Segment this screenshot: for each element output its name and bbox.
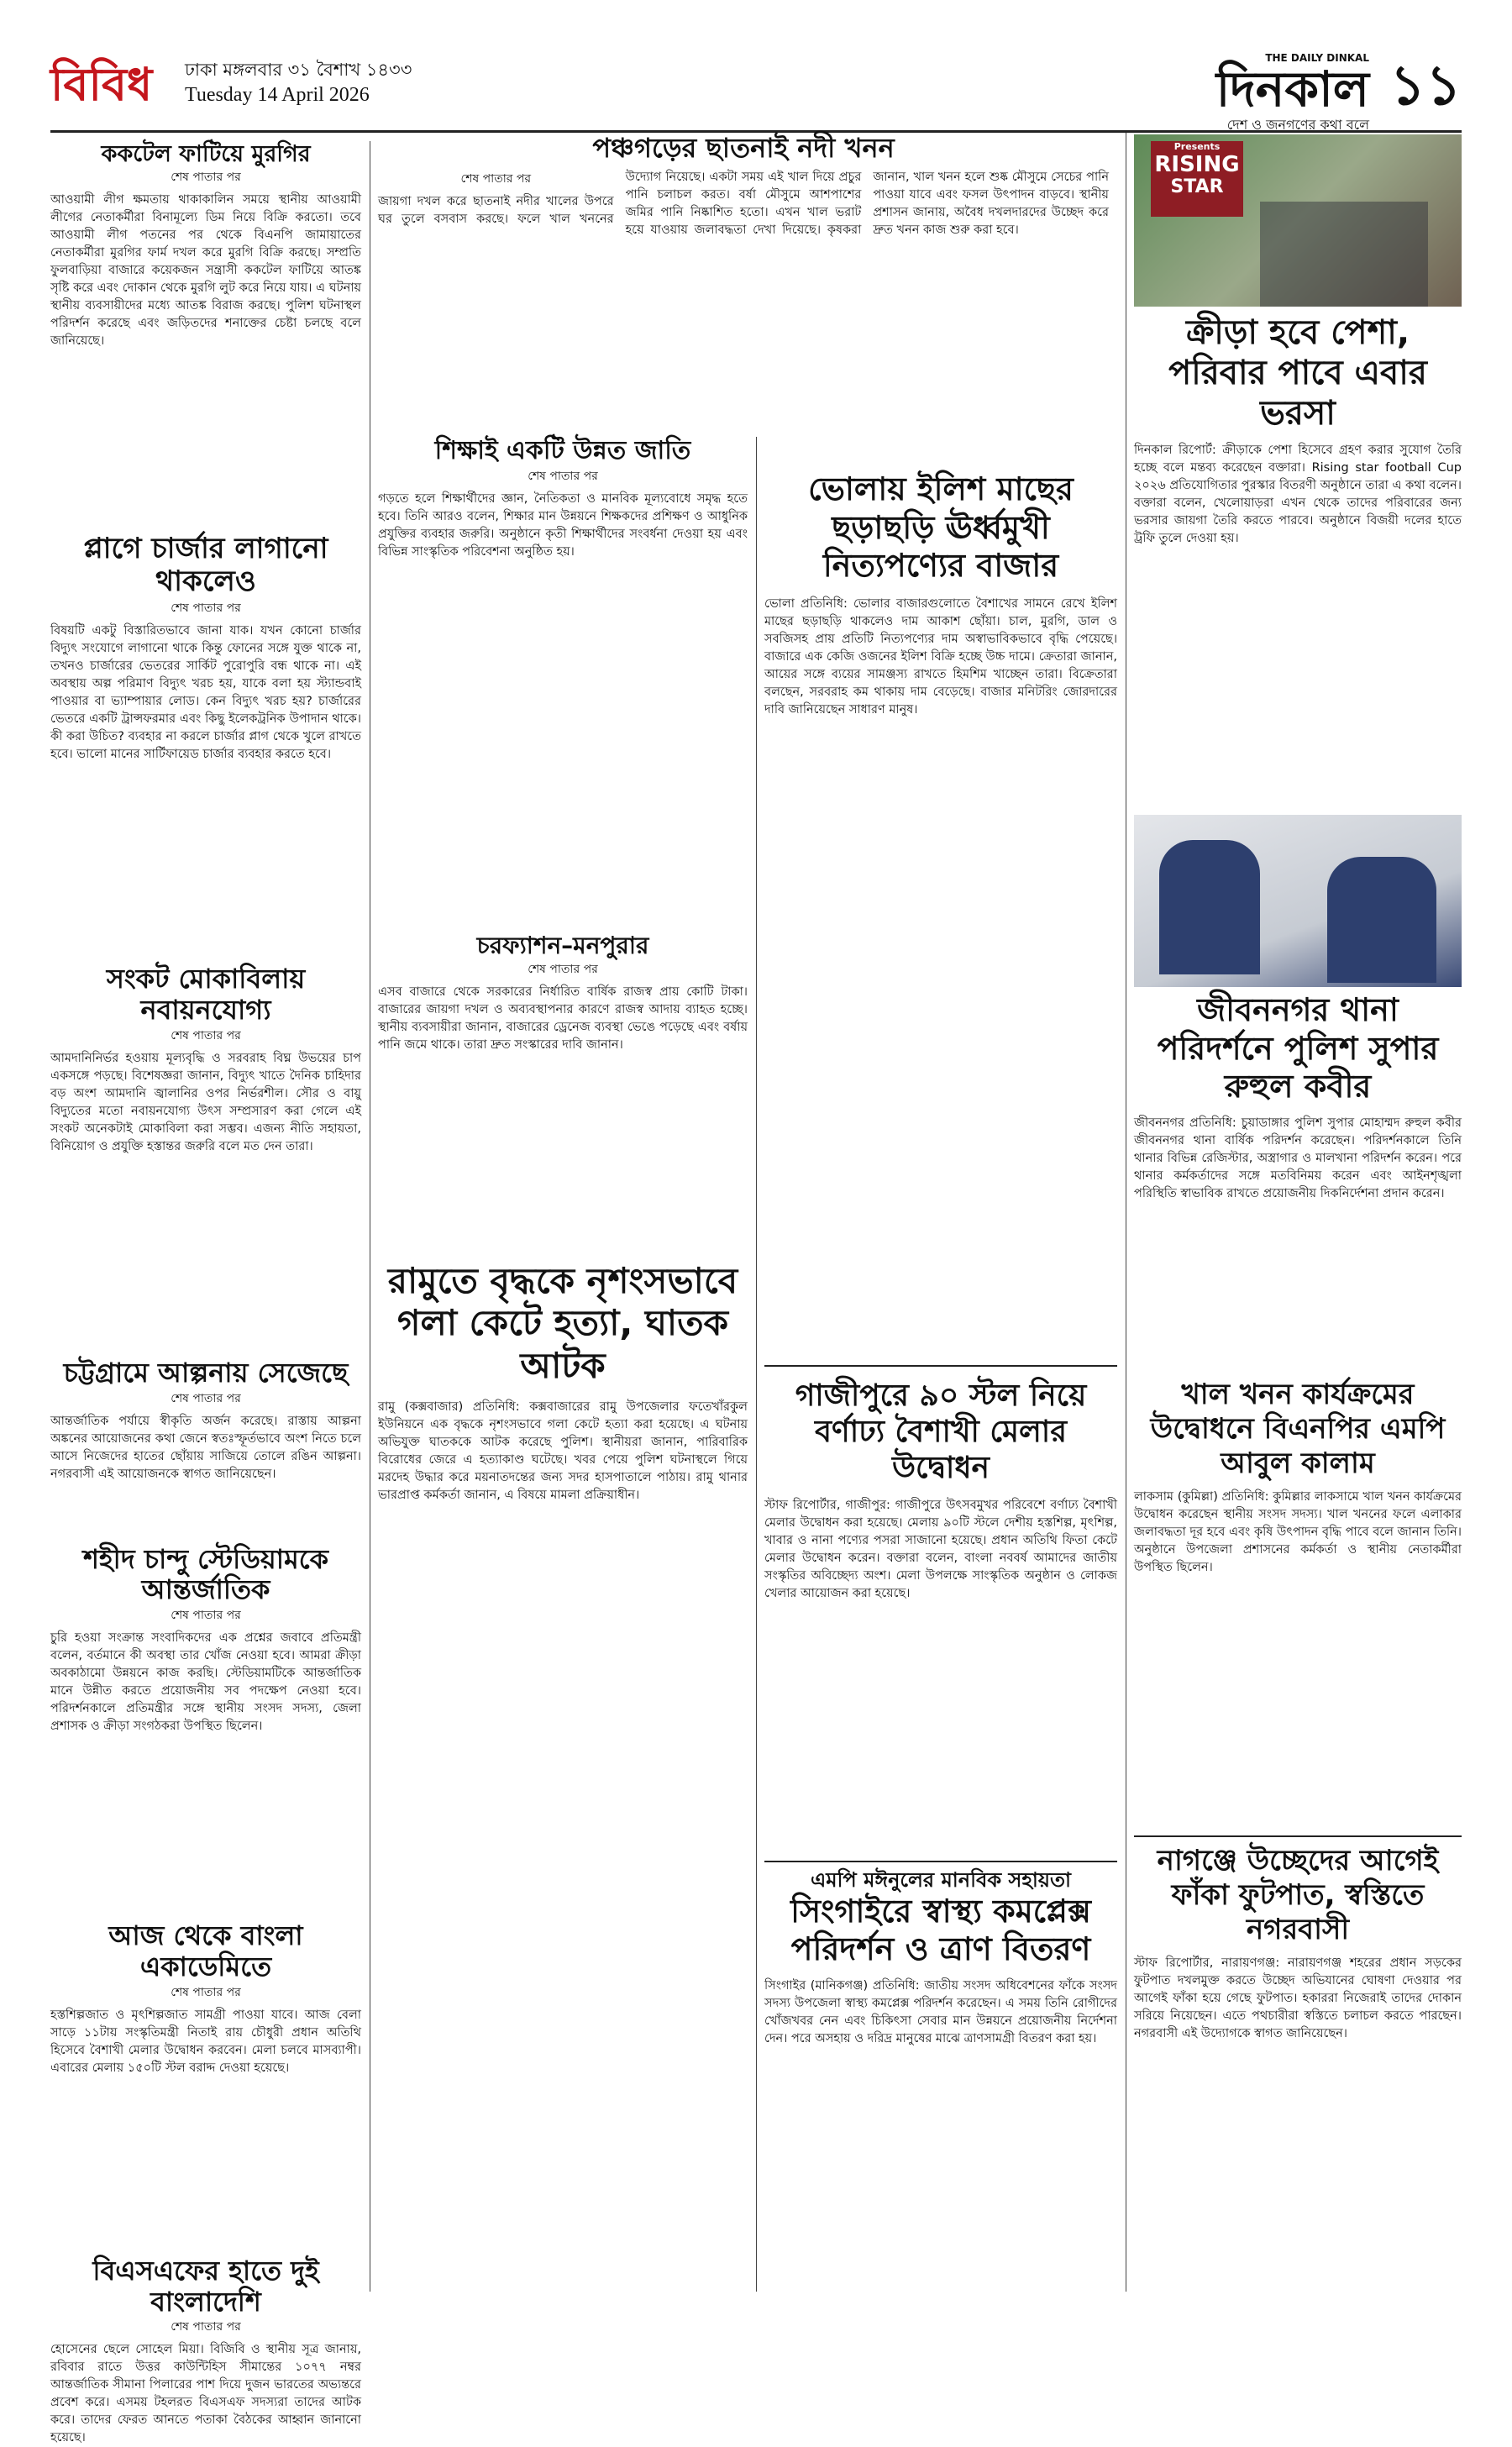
paper-logo xyxy=(1216,52,1369,137)
jump-bgb: শেষ পাতার পর xyxy=(171,2320,241,2334)
headline-education: শিক্ষাই একটি উন্নত জাতি xyxy=(434,436,691,465)
body-bgb: হোসেনের ছেলে সোহেল মিয়া। বিজিবি ও স্থানীয় সূত্র জানায়, রবিবার রাতে উত্তর কাউন্টিহিস সীমান্তের ১০৭৭ নম্বর আন্তর্জাতিক সীমানা পিলারের পাশ দিয়ে দুজন ভারতের অভ্যন্তরে প্রবেশ করে। এসময় টহলরত বিএসএফ সদস্যরা তাদের আটক করে। তাদের ফেরত আনতে পতাকা বৈঠকের আহ্বান জানানো হয়েছে। xyxy=(50,2343,361,2445)
body-bangla: হস্তশিল্পজাত ও মৃৎশিল্পজাত সামগ্রী পাওয়া যাবে। আজ বেলা সাড়ে ১১টায় সংস্কৃতিমন্ত্রী নিতাই রায় চৌধুরী প্রধান অতিথি হিসেবে বৈশাখী মেলার উদ্বোধন করবেন। মেলা চলবে মাসব্যাপী। এবারের মেলায় ১৫০টি স্টল বরাদ্দ দেওয়া হয়েছে। xyxy=(50,2008,361,2075)
column-divider xyxy=(756,437,757,2292)
body-river: জায়গা দখল করে ছাতনাই নদীর খালের উপরে ঘর তুলে বসবাস করছে। ফলে খাল খননের উদ্যোগ নিয়েছে। একটা সময় এই খাল দিয়ে প্রচুর পানি চলাচল করত। বর্ষা মৌসুমে আশপাশের জমির পানি নিষ্কাশিত হতো। এখন খাল ভরাট হয়ে যাওয়ায় জলাবদ্ধতা দেখা দিয়েছে। কৃষকরা জানান, খাল খনন হলে শুষ্ক মৌসুমে সেচের পানি পাওয়া যাবে এবং ফসল উৎপাদন বাড়বে। স্থানীয় প্রশাসন জানায়, অবৈধ দখলদারদের উচ্ছেদ করে দ্রুত খনন কাজ শুরু করা হবে। xyxy=(378,170,1109,237)
ramu-article xyxy=(378,1260,748,2292)
date-bn: ঢাকা মঙ্গলবার ৩১ বৈশাখ ১৪৩৩ xyxy=(185,60,412,80)
banner-text-3: STAR xyxy=(1170,176,1224,197)
headline-canal: খাল খনন কার্যক্রমের উদ্বোধনে বিএনপির এমপি আবুল কালাম xyxy=(1150,1378,1446,1480)
headline-charfasson: চরফ্যাশন–মনপুরার xyxy=(476,931,649,959)
body-shahid: চুরি হওয়া সংক্রান্ত সংবাদিকদের এক প্রশ্নের জবাবে প্রতিমন্ত্রী বলেন, বর্তমানে কী অবস্থা তার খোঁজ নেওয়া হবে। আমরা ক্রীড়া অবকাঠামো উন্নয়নে কাজ করছি। স্টেডিয়ামটিকে আন্তর্জাতিক মানে উন্নীত করতে প্রয়োজনীয় সব পদক্ষেপ নেওয়া হবে। পরিদর্শনকালে প্রতিমন্ত্রীর সঙ্গে স্থানীয় সংসদ সদস্য, জেলা প্রশাসক ও ক্রীড়া সংগঠকরা উপস্থিত ছিলেন। xyxy=(50,1631,361,1734)
sports-photo xyxy=(1134,134,1462,307)
body-canal: লাকসাম (কুমিল্লা) প্রতিনিধি: কুমিল্লার লাকসামে খাল খনন কার্যক্রমের উদ্বোধন করেছেন স্থানীয় সংসদ সদস্য। খাল খননের ফলে এলাকার জলাবদ্ধতা দূর হবে এবং কৃষি উৎপাদন বৃদ্ধি পাবে বলে জানান তিনি। অনুষ্ঠানে উপজেলা প্রশাসনের কর্মকর্তা ও স্থানীয় নেতাকর্মীরা উপস্থিত ছিলেন। xyxy=(1134,1490,1462,1575)
body-ilish: ভোলা প্রতিনিধি: ভোলার বাজারগুলোতে বৈশাখের সামনে রেখে ইলিশ মাছের ছড়াছড়ি থাকলেও দাম আকাশ ছোঁয়া। চাল, মুরগি, ডাল ও সবজিসহ প্রায় প্রতিটি নিত্যপণ্যের দাম অস্বাভাবিকভাবে বৃদ্ধি পেয়েছে। বাজারে এক কেজি ওজনের ইলিশ বিক্রি হচ্ছে উচ্চ দামে। ক্রেতারা জানান, আয়ের সঙ্গে ব্যয়ের সামঞ্জস্য রাখতে হিমশিম খাচ্ছেন তারা। বিক্রেতারা বলছেন, সরবরাহ কম থাকায় দাম বেড়েছে। বাজার মনিটরিং জোরদারের দাবি জানিয়েছেন সাধারণ মানুষ। xyxy=(764,596,1117,717)
police-photo xyxy=(1134,815,1462,987)
headline-gazipur: গাজীপুরে ৯০ স্টল নিয়ে বর্ণাঢ্য বৈশাখী মেলার উদ্বোধন xyxy=(795,1378,1087,1486)
sports-article xyxy=(1134,312,1462,808)
headline-charger: প্লাগে চার্জার লাগানো থাকলেও xyxy=(83,532,328,599)
headline-singair: সিংগাইরে স্বাস্থ্য কমপ্লেক্স পরিদর্শন ও ত্রাণ বিতরণ xyxy=(790,1892,1091,1968)
masthead xyxy=(50,50,1462,133)
dateline xyxy=(185,57,412,108)
kicker-singair: এমপি মঈনুলের মানবিক সহায়তা xyxy=(810,1868,1071,1892)
body-narayanganj: স্টাফ রিপোর্টার, নারায়ণগঞ্জ: নারায়ণগঞ্জ শহরের প্রধান সড়কের ফুটপাত দখলমুক্ত করতে উচ্ছেদ অভিযানের ঘোষণা দেওয়ার পর আগেই ফাঁকা হয়ে গেছে ফুটপাত। হকাররা নিজেরাই তাদের দোকান সরিয়ে নিয়েছেন। এতে পথচারীরা স্বস্তিতে চলাচল করতে পারছেন। নগরবাসী এই উদ্যোগকে স্বাগত জানিয়েছেন। xyxy=(1134,1956,1462,2041)
body-police: জীবননগর প্রতিনিধি: চুয়াডাঙ্গার পুলিশ সুপার মোহাম্মদ রুহুল কবীর জীবননগর থানা বার্ষিক পরিদর্শন করেছেন। পরিদর্শনকালে তিনি থানার বিভিন্ন রেজিস্টার, অস্ত্রাগার ও মালখানা পরিদর্শন করেন। পরে থানার কর্মকর্তাদের সঙ্গে মতবিনিময় করেন এবং আইনশৃঙ্খলা পরিস্থিতি স্বাভাবিক রাখতে প্রয়োজনীয় দিকনির্দেশনা প্রদান করেন। xyxy=(1134,1116,1462,1200)
date-en: Tuesday 14 April 2026 xyxy=(185,84,370,106)
canal-article xyxy=(1134,1378,1462,1831)
jump-river: শেষ পাতার পর xyxy=(460,171,532,186)
body-sports: দিনকাল রিপোর্ট: ক্রীড়াকে পেশা হিসেবে গ্রহণ করার সুযোগ তৈরি হচ্ছে বলে মন্তব্য করেছেন বক্তারা। Rising star football Cup ২০২৬ প্রতিযোগিতার পুরস্কার বিতরণী অনুষ্ঠানে তারা এ কথা বলেন। বক্তারা বলেন, খেলোয়াড়রা এখন থেকে তাদের পরিবারের জন্য ভরসার জায়গা তৈরি করতে পারবে। অনুষ্ঠানে বিজয়ী দলের হাতে ট্রফি তুলে দেওয়া হয়। xyxy=(1134,444,1462,545)
divider xyxy=(1134,1835,1462,1837)
jump-sankat: শেষ পাতার পর xyxy=(171,1028,241,1042)
divider xyxy=(764,1365,1117,1367)
headline-sankat: সংকট মোকাবিলায় নবায়নযোগ্য xyxy=(106,963,306,1027)
body-education: গড়তে হলে শিক্ষার্থীদের জ্ঞান, নৈতিকতা ও মানবিক মূল্যবোধে সমৃদ্ধ হতে হবে। তিনি আরও বলেন, শিক্ষার মান উন্নয়নে শিক্ষকদের প্রশিক্ষণ ও আধুনিক প্রযুক্তির ব্যবহার জরুরি। অনুষ্ঠানে কৃতী শিক্ষার্থীদের সংবর্ধনা দেওয়া হয় এবং বিভিন্ন সাংস্কৃতিক পরিবেশনা অনুষ্ঠিত হয়। xyxy=(378,491,748,559)
jump-charfasson: শেষ পাতার পর xyxy=(528,962,598,976)
divider xyxy=(764,1861,1117,1862)
education-article xyxy=(378,437,748,1243)
police-article xyxy=(1134,991,1462,1369)
body-murgi: আওয়ামী লীগ ক্ষমতায় থাকাকালিন সময়ে স্থানীয় আওয়ামী লীগের নেতাকর্মীরা বিনামূল্যে ডিম নিয়ে বিক্রি করতো। তবে আওয়ামী লীগ পতনের পর থেকে বিএনপি জামায়াতের নেতাকর্মীরা মুরগির ফার্ম দখল করে মুরগি বিক্রি করছে। সম্প্রতি ফুলবাড়িয়া বাজারে কয়েকজন সন্ত্রাসী ককটেল ফাটিয়ে আতঙ্ক সৃষ্টি করে এবং দোকান থেকে মুরগি লুট করে নিয়ে যায়। এ ঘটনায় স্থানীয় ব্যবসায়ীদের মধ্যে আতঙ্ক বিরাজ করছে। পুলিশ ঘটনাস্থল পরিদর্শন করেছে এবং জড়িতদের শনাক্তের চেষ্টা চলছে বলে জানিয়েছে। xyxy=(50,193,361,349)
jump-shahid: শেষ পাতার পর xyxy=(171,1609,241,1623)
body-gazipur: স্টাফ রিপোর্টার, গাজীপুর: গাজীপুরে উৎসবমুখর পরিবেশে বর্ণাঢ্য বৈশাখী মেলার উদ্বোধন করা হয়েছে। মেলায় ৯০টি স্টলে দেশীয় হস্তশিল্প, মৃৎশিল্প, খাবার ও নানা পণ্যের পসরা সাজানো হয়েছে। প্রধান অতিথি ফিতা কেটে মেলার উদ্বোধন করেন। বক্তারা বলেন, বাংলা নববর্ষ আমাদের জাতীয় সংস্কৃতির অবিচ্ছেদ্য অংশ। মেলা উপলক্ষে সাংস্কৃতিক অনুষ্ঠান ও লোকজ খেলার আয়োজন করা হয়েছে। xyxy=(764,1498,1117,1600)
body-charfasson: এসব বাজারে থেকে সরকারের নির্ধারিত বার্ষিক রাজস্ব প্রায় কোটি টাকা। বাজারের জায়গা দখল ও অব্যবস্থাপনার কারণে রাজস্ব আদায় ব্যাহত হচ্ছে। স্থানীয় ব্যবসায়ীরা জানান, বাজারের ড্রেনেজ ব্যবস্থা ভেঙে পড়েছে এবং বর্ষায় পানি জমে থাকে। তারা দ্রুত সংস্কারের দাবি জানান। xyxy=(378,985,748,1052)
body-singair: সিংগাইর (মানিকগঞ্জ) প্রতিনিধি: জাতীয় সংসদ অধিবেশনের ফাঁকে সংসদ সদস্য উপজেলা স্বাস্থ্য কমপ্লেক্স পরিদর্শন করেছেন। এ সময় তিনি রোগীদের খোঁজখবর নেন এবং চিকিৎসা সেবার মান উন্নয়নে প্রয়োজনীয় নির্দেশনা দেন। পরে অসহায় ও দরিদ্র মানুষের মাঝে ত্রাণসামগ্রী বিতরণ করা হয়। xyxy=(764,1978,1117,2045)
headline-murgi: ককটেল ফাটিয়ে মুরগির xyxy=(101,141,311,167)
body-chattogram: আন্তর্জাতিক পর্যায়ে স্বীকৃতি অর্জন করেছে। রাস্তায় আল্পনা অঙ্কনের আয়োজনের কথা জেনে স্বতঃস্ফূর্তভাবে অংশ নিতে চলে আসে নিজেদের হাতের ছোঁয়ায় সাজিয়ে তোলে রঙিন আল্পনা। নগরবাসী এই আয়োজনকে স্বাগত জানিয়েছেন। xyxy=(50,1414,361,1481)
jump-education: শেষ পাতার পর xyxy=(528,469,598,483)
page-number: ১১ xyxy=(1389,53,1462,118)
body-ramu: রামু (কক্সবাজার) প্রতিনিধি: কক্সবাজারের রামু উপজেলার ফতেখাঁরকুল ইউনিয়নে এক বৃদ্ধকে নৃশংসভাবে গলা কেটে হত্যা করা হয়েছে। এ ঘটনায় অভিযুক্ত ঘাতককে আটক করেছে পুলিশ। স্থানীয়রা জানান, পারিবারিক বিরোধের জেরে এ হত্যাকাণ্ড ঘটেছে। খবর পেয়ে পুলিশ ঘটনাস্থলে গিয়ে মরদেহ উদ্ধার করে ময়নাতদন্তের জন্য সদর হাসপাতালে পাঠায়। রামু থানার ভারপ্রাপ্ত কর্মকর্তা জানান, এ বিষয়ে মামলা প্রক্রিয়াধীন। xyxy=(378,1400,748,1503)
jump-bangla: শেষ পাতার পর xyxy=(171,1985,241,1999)
headline-bangla: আজ থেকে বাংলা একাডেমিতে xyxy=(108,1919,303,1983)
tagline: দেশ ও জনগণের কথা বলে xyxy=(1226,117,1369,133)
singair-article xyxy=(764,1869,1117,2289)
headline-narayanganj: নাগঞ্জে উচ্ছেদের আগেই ফাঁকা ফুটপাত, স্বস্তিতে নগরবাসী xyxy=(1157,1844,1439,1946)
body-sankat: আমদানিনির্ভর হওয়ায় মূল্যবৃদ্ধি ও সরবরাহ বিঘ্ন উভয়ের চাপ একসঙ্গে পড়ছে। বিশেষজ্ঞরা জানান, বিদ্যুৎ খাতে দৈনিক চাহিদার বড় অংশ আমদানি জ্বালানির ওপর নির্ভরশীল। সৌর ও বায়ু বিদ্যুতের মতো নবায়নযোগ্য উৎস সম্প্রসারণ করা গেলে এই সংকট অনেকটাই মোকাবিলা করা সম্ভব। এজন্য নীতি সহায়তা, বিনিয়োগ ও প্রযুক্তি হস্তান্তর জরুরি বলে মত দেন তারা। xyxy=(50,1051,361,1153)
column-1 xyxy=(50,141,361,2445)
headline-bgb: বিএসএফের হাতে দুই বাংলাদেশি xyxy=(92,2254,319,2318)
people-silhouette xyxy=(1260,202,1428,307)
banner-text-2: RISING xyxy=(1154,152,1240,177)
rising-star-banner xyxy=(1151,141,1243,217)
narayanganj-article xyxy=(1134,1844,1462,2289)
headline-ramu: রামুতে বৃদ্ধকে নৃশংসভাবে গলা কেটে হত্যা, ঘাতক আটক xyxy=(387,1260,738,1386)
jump-chattogram: শেষ পাতার পর xyxy=(171,1391,241,1405)
officer-silhouette xyxy=(1159,840,1260,974)
ilish-article xyxy=(764,470,1117,1361)
headline-sports: ক্রীড়া হবে পেশা, পরিবার পাবে এবার ভরসা xyxy=(1168,313,1427,433)
section-name: বিবিধ xyxy=(50,57,153,111)
gazipur-article xyxy=(764,1378,1117,1848)
headline-police: জীবননগর থানা পরিদর্শনে পুলিশ সুপার রুহুল কবীর xyxy=(1157,991,1439,1105)
body-charger: বিষয়টি একটু বিস্তারিতভাবে জানা যাক। যখন কোনো চার্জার বিদ্যুৎ সংযোগে লাগানো থাকে কিন্তু ফোনের সঙ্গে যুক্ত থাকে না, তখনও চার্জারের ভেতরের সার্কিট পুরোপুরি বন্ধ থাকে না। এই অবস্থায় অল্প পরিমাণ বিদ্যুৎ খরচ হয়, যাকে বলা হয় স্ট্যান্ডবাই পাওয়ার বা ভ্যাম্পায়ার লোড। কেন বিদ্যুৎ খরচ হয়? চার্জারের ভেতরে একটি ট্রান্সফরমার এবং কিছু ইলেকট্রনিক উপাদান থাকে। কী করা উচিত? ব্যবহার না করলে চার্জার প্লাগ থেকে খুলে রাখতে হবে। ভালো মানের সার্টিফায়েড চার্জার ব্যবহার করতে হবে। xyxy=(50,624,361,762)
jump-murgi: শেষ পাতার পর xyxy=(171,171,241,185)
officer-silhouette xyxy=(1327,857,1436,983)
banner-text-1: Presents xyxy=(1173,141,1221,152)
headline-shahid: শহীদ চান্দু স্টেডিয়ামকে আন্তর্জাতিক xyxy=(82,1542,329,1606)
headline-chattogram: চট্টগ্রামে আল্পনায় সেজেছে xyxy=(63,1356,349,1389)
paper-name-en: THE DAILY DINKAL xyxy=(1265,52,1369,64)
jump-charger: শেষ পাতার পর xyxy=(171,601,241,616)
headline-river: পঞ্চগড়ের ছাতনাই নদী খনন xyxy=(592,132,895,164)
headline-ilish: ভোলায় ইলিশ মাছের ছড়াছড়ি ঊর্ধ্বমুখী নিত্যপণ্যের বাজার xyxy=(808,470,1074,585)
paper-name: দিনকাল xyxy=(1215,60,1369,118)
